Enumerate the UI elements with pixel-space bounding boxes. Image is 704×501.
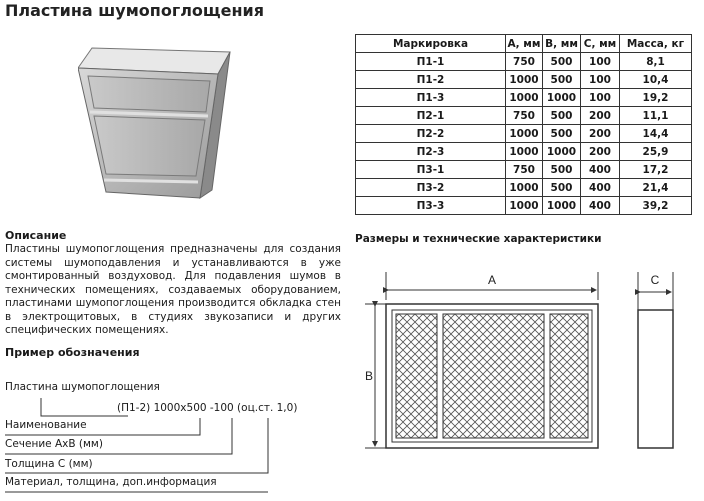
cell-b: 500 bbox=[543, 125, 581, 143]
table-row bbox=[356, 71, 692, 89]
cell-a: 750 bbox=[506, 107, 543, 125]
cell-a: 1000 bbox=[506, 143, 543, 161]
hatched-panel bbox=[550, 314, 588, 438]
cell-c: 200 bbox=[581, 125, 620, 143]
cell-a: 1000 bbox=[506, 179, 543, 197]
cell-a: 1000 bbox=[506, 71, 543, 89]
hatched-panel bbox=[396, 314, 437, 438]
cell-c: 100 bbox=[581, 89, 620, 107]
cell-mass: 25,9 bbox=[620, 143, 692, 161]
cell-a: 1000 bbox=[506, 125, 543, 143]
col-header-mass: Масса, кг bbox=[620, 35, 692, 53]
hatched-panel bbox=[443, 314, 544, 438]
cell-b: 500 bbox=[543, 107, 581, 125]
cell-b: 1000 bbox=[543, 89, 581, 107]
dim-label-b: В bbox=[364, 369, 374, 383]
table-row bbox=[356, 179, 692, 197]
dimensions-heading: Размеры и технические характеристики bbox=[355, 233, 602, 245]
cell-marking: П2-1 bbox=[356, 107, 506, 125]
example-heading: Пример обозначения bbox=[5, 346, 140, 359]
table-row bbox=[356, 107, 692, 125]
cell-marking: П3-2 bbox=[356, 179, 506, 197]
col-header-a: А, мм bbox=[506, 35, 543, 53]
dim-label-c: С bbox=[650, 273, 660, 287]
cell-b: 500 bbox=[543, 71, 581, 89]
cell-mass: 39,2 bbox=[620, 197, 692, 215]
cell-marking: П2-3 bbox=[356, 143, 506, 161]
cell-c: 400 bbox=[581, 179, 620, 197]
example-code: (П1-2) 1000х500 -100 (оц.ст. 1,0) bbox=[117, 402, 298, 414]
cell-b: 500 bbox=[543, 179, 581, 197]
cell-c: 200 bbox=[581, 107, 620, 125]
label-material: Материал, толщина, доп.информация bbox=[5, 476, 217, 488]
cell-c: 400 bbox=[581, 197, 620, 215]
table-row bbox=[356, 125, 692, 143]
cell-b: 1000 bbox=[543, 197, 581, 215]
col-header-c: С, мм bbox=[581, 35, 620, 53]
cell-mass: 19,2 bbox=[620, 89, 692, 107]
cell-marking: П1-2 bbox=[356, 71, 506, 89]
cell-c: 100 bbox=[581, 71, 620, 89]
cell-marking: П1-1 bbox=[356, 53, 506, 71]
side-view bbox=[638, 310, 673, 448]
table-row bbox=[356, 89, 692, 107]
cell-mass: 11,1 bbox=[620, 107, 692, 125]
cell-b: 1000 bbox=[543, 143, 581, 161]
cell-mass: 17,2 bbox=[620, 161, 692, 179]
cell-mass: 10,4 bbox=[620, 71, 692, 89]
cell-marking: П3-1 bbox=[356, 161, 506, 179]
cell-marking: П1-3 bbox=[356, 89, 506, 107]
description-text: Пластины шумопоглощения предназначены для создания системы шумоподавления и устанавливаются в уже смонтированный воздуховод. Для подавления шумов в технических помещениях, создаваемых оборудованием, пластинами шумопоглощения производится обкладка стен в электрощитовых, в студиях звукозаписи и других специфических помещениях. bbox=[5, 243, 341, 336]
cell-mass: 8,1 bbox=[620, 53, 692, 71]
dim-label-a: А bbox=[487, 273, 497, 287]
cell-c: 200 bbox=[581, 143, 620, 161]
col-header-marking: Маркировка bbox=[356, 35, 506, 53]
cell-mass: 21,4 bbox=[620, 179, 692, 197]
example-product-name: Пластина шумопоглощения bbox=[5, 381, 160, 393]
cell-a: 1000 bbox=[506, 89, 543, 107]
page-title: Пластина шумопоглощения bbox=[5, 1, 264, 20]
cell-a: 750 bbox=[506, 161, 543, 179]
cell-marking: П2-2 bbox=[356, 125, 506, 143]
table-row bbox=[356, 161, 692, 179]
label-naming: Наименование bbox=[5, 419, 87, 431]
description-heading: Описание bbox=[5, 229, 67, 242]
cell-c: 100 bbox=[581, 53, 620, 71]
cell-a: 750 bbox=[506, 53, 543, 71]
table-row bbox=[356, 143, 692, 161]
product-photo bbox=[78, 40, 236, 200]
table-row bbox=[356, 53, 692, 71]
col-header-b: В, мм bbox=[543, 35, 581, 53]
cell-b: 500 bbox=[543, 53, 581, 71]
cell-mass: 14,4 bbox=[620, 125, 692, 143]
cell-a: 1000 bbox=[506, 197, 543, 215]
label-thickness: Толщина С (мм) bbox=[5, 458, 93, 470]
table-row bbox=[356, 197, 692, 215]
label-section: Сечение АхВ (мм) bbox=[5, 438, 103, 450]
cell-c: 400 bbox=[581, 161, 620, 179]
cell-marking: П3-3 bbox=[356, 197, 506, 215]
spec-table bbox=[355, 34, 692, 215]
cell-b: 500 bbox=[543, 161, 581, 179]
dimensions-drawing bbox=[355, 262, 695, 462]
table-header-row bbox=[356, 35, 692, 53]
